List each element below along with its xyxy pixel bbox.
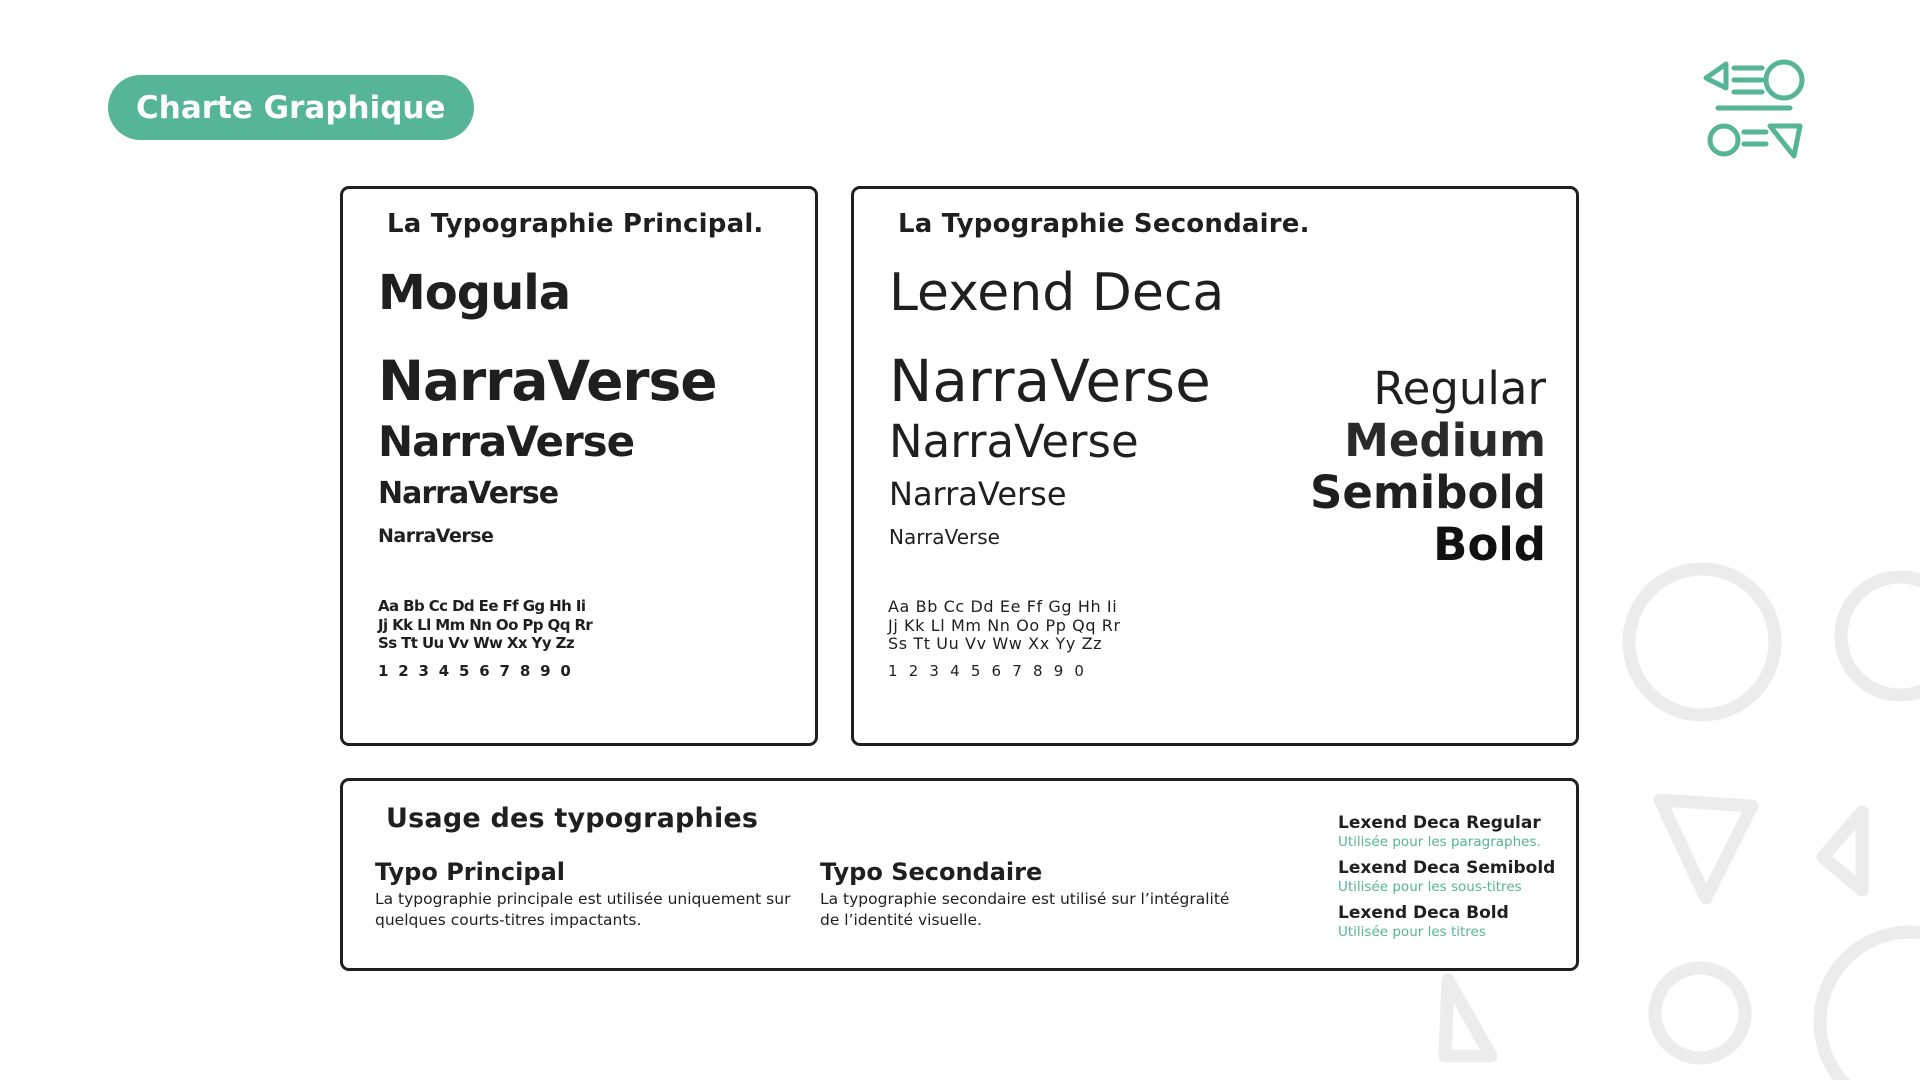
sample-small: NarraVerse [889, 475, 1067, 513]
list-item-desc: Utilisée pour les titres [1338, 924, 1486, 940]
usage-text: La typographie secondaire est utilisé sur l’intégralité de l’identité visuelle. [820, 890, 1230, 929]
list-item [1338, 813, 1555, 851]
digits: 1 2 3 4 5 6 7 8 9 0 [378, 662, 574, 680]
decor-circle-large [1629, 569, 1775, 715]
list-item [1338, 858, 1555, 896]
list-item-name: Lexend Deca Regular [1338, 813, 1541, 833]
alphabet [888, 598, 1121, 654]
usage-secondaire [820, 858, 1240, 930]
list-item-desc: Utilisée pour les paragraphes. [1338, 834, 1541, 850]
primary-typography-card [340, 186, 818, 746]
brand-logo-icon [1700, 54, 1812, 166]
alphabet-line: Aa Bb Cc Dd Ee Ff Gg Hh Ii [378, 597, 586, 615]
alphabet-line: Ss Tt Uu Vv Ww Xx Yy Zz [378, 634, 575, 652]
weight-usage-list [1338, 813, 1555, 948]
sample-xsmall: NarraVerse [378, 525, 494, 547]
usage-heading: Typo Principal [375, 858, 565, 886]
font-name: Lexend Deca [889, 263, 1225, 323]
weight-medium: Medium [1344, 414, 1546, 467]
alphabet-line: Ss Tt Uu Vv Ww Xx Yy Zz [888, 634, 1103, 653]
sample-medium: NarraVerse [889, 415, 1139, 468]
decor-circle-right [1841, 577, 1920, 695]
page-title-badge: Charte Graphique [108, 75, 474, 140]
weight-semibold: Semibold [1309, 466, 1546, 519]
weight-regular: Regular [1373, 362, 1546, 415]
font-weights [1310, 363, 1546, 571]
card-title: Usage des typographies [386, 803, 759, 834]
decor-triangle-up [1445, 980, 1491, 1056]
digits: 1 2 3 4 5 6 7 8 9 0 [888, 662, 1088, 680]
alphabet-line: Jj Kk Ll Mm Nn Oo Pp Qq Rr [378, 615, 593, 634]
usage-principal [375, 858, 795, 930]
sample-medium: NarraVerse [378, 417, 635, 466]
decor-circle-corner [1820, 932, 1920, 1080]
alphabet [378, 597, 592, 653]
card-title: La Typographie Secondaire. [898, 209, 1310, 239]
list-item-name: Lexend Deca Semibold [1338, 858, 1556, 878]
usage-heading: Typo Secondaire [820, 858, 1043, 886]
list-item-desc: Utilisée pour les sous-titres [1338, 879, 1522, 895]
weight-bold: Bold [1433, 518, 1546, 571]
list-item [1338, 903, 1555, 941]
decor-triangle-down [1660, 800, 1752, 898]
sample-large: NarraVerse [889, 347, 1211, 415]
decor-circle-bottom [1655, 968, 1745, 1058]
list-item-name: Lexend Deca Bold [1338, 903, 1509, 923]
typography-usage-card [340, 778, 1579, 971]
sample-large: NarraVerse [378, 349, 717, 413]
secondary-typography-card [851, 186, 1579, 746]
font-name: Mogula [378, 265, 571, 321]
alphabet-line: Jj Kk Ll Mm Nn Oo Pp Qq Rr [888, 615, 1121, 635]
alphabet-line: Aa Bb Cc Dd Ee Ff Gg Hh Ii [888, 597, 1118, 616]
sample-xsmall: NarraVerse [889, 525, 1000, 549]
usage-text: La typographie principale est utilisée uniquement sur quelques courts-titres impactants. [375, 890, 791, 929]
decor-triangle-left [1823, 812, 1862, 890]
card-title: La Typographie Principal. [387, 209, 764, 239]
sample-small: NarraVerse [378, 476, 559, 511]
